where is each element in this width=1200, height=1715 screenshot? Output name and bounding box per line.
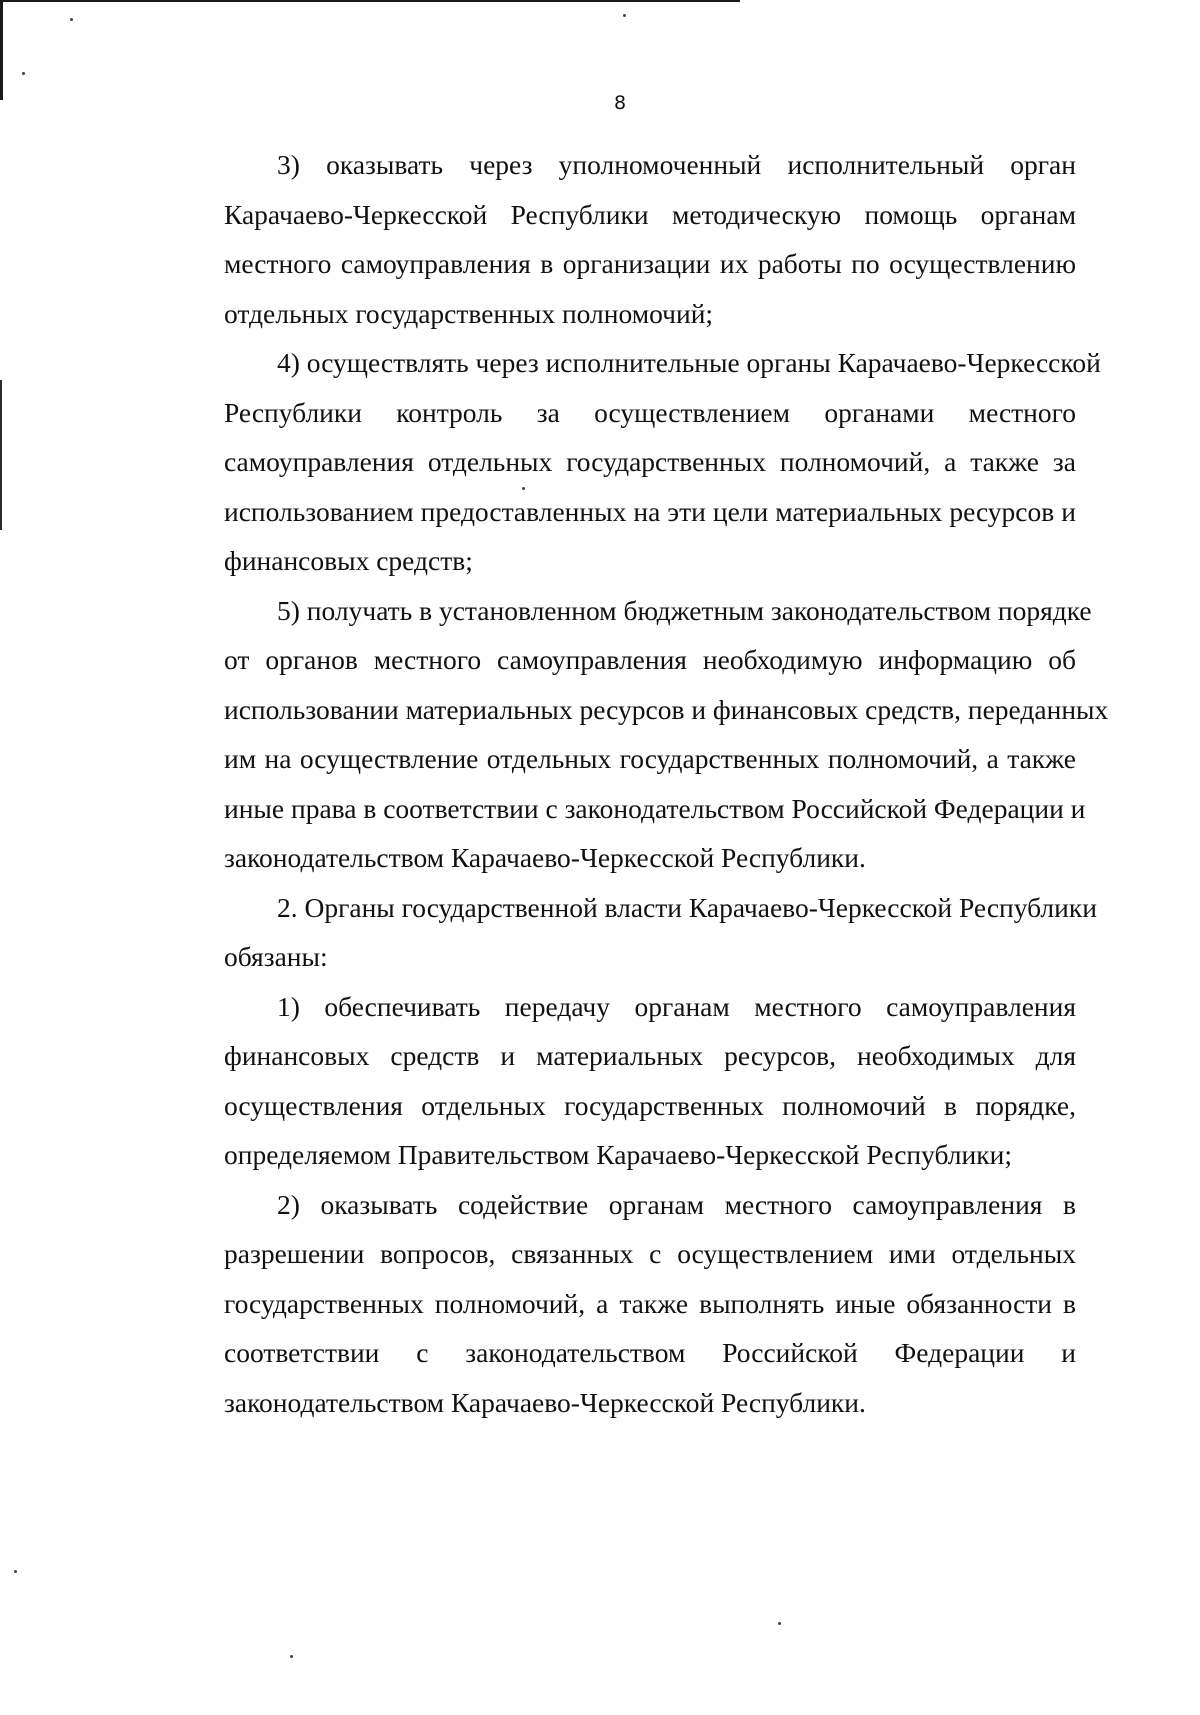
text-line: иные права в соответствии с законодательством Российской Федерации и <box>224 792 1086 824</box>
text-line: законодательством Карачаево-Черкесской Республики. <box>224 842 866 873</box>
text-line: использовании материальных ресурсов и финансовых средств, переданных <box>224 693 1109 725</box>
paragraph-item-4 <box>171 338 1101 586</box>
text-line: Республики контроль за осуществлением органами местного <box>224 396 1076 428</box>
document-body <box>171 140 1109 1427</box>
text-line: отдельных государственных полномочий; <box>224 297 714 329</box>
text-line: самоуправления отдельных государственных полномочий, а также за <box>224 446 1076 477</box>
scan-edge-mark <box>0 380 2 530</box>
text-line: 5) получать в установленном бюджетным законодательством порядке <box>277 594 1092 626</box>
scan-speck <box>623 14 626 17</box>
text-line: Карачаево-Черкесской Республики методическую помощь органам <box>224 198 1076 230</box>
text-line: соответствии с законодательством Российской Федерации и <box>224 1337 1076 1368</box>
text-line: от органов местного самоуправления необходимую информацию об <box>224 644 1076 675</box>
paragraph-duty-2 <box>171 1180 1076 1428</box>
text-line: 1) обеспечивать передачу органам местного самоуправления <box>277 990 1076 1022</box>
paragraph-item-3 <box>171 140 1076 338</box>
text-line: государственных полномочий, а также выполнять иные обязанности в <box>224 1287 1076 1319</box>
scan-speck <box>290 1655 293 1658</box>
text-line: финансовых средств и материальных ресурсов, необходимых для <box>224 1040 1076 1071</box>
scan-edge-left <box>0 0 3 100</box>
paragraph-item-5 <box>171 586 1109 883</box>
text-line: использованием предоставленных на эти цели материальных ресурсов и <box>224 495 1076 527</box>
text-line: осуществления отдельных государственных полномочий в порядке, <box>224 1089 1076 1121</box>
text-line: финансовых средств; <box>224 545 473 576</box>
text-line: 2) оказывать содействие органам местного самоуправления в <box>277 1188 1076 1220</box>
scan-speck <box>14 1570 17 1573</box>
paragraph-section-2 <box>171 883 1097 982</box>
scan-edge-top <box>0 0 740 2</box>
scan-speck <box>778 1622 781 1625</box>
text-line: 4) осуществлять через исполнительные органы Карачаево-Черкесской <box>277 347 1101 378</box>
text-line: обязаны: <box>224 941 328 972</box>
text-line: 3) оказывать через уполномоченный исполнительный орган <box>277 149 1076 180</box>
scan-speck <box>70 18 73 21</box>
paragraph-duty-1 <box>171 982 1076 1180</box>
text-line: им на осуществление отдельных государственных полномочий, а также <box>224 743 1076 774</box>
text-line: разрешении вопросов, связанных с осуществлением ими отдельных <box>224 1238 1076 1269</box>
text-line: местного самоуправления в организации их работы по осуществлению <box>224 248 1076 279</box>
text-line: определяемом Правительством Карачаево-Черкесской Республики; <box>224 1139 1012 1170</box>
text-line: законодательством Карачаево-Черкесской Республики. <box>224 1386 866 1418</box>
text-line: 2. Органы государственной власти Карачаево-Черкесской Республики <box>277 891 1097 923</box>
scan-speck <box>22 72 25 75</box>
page-number: 8 <box>613 92 627 114</box>
